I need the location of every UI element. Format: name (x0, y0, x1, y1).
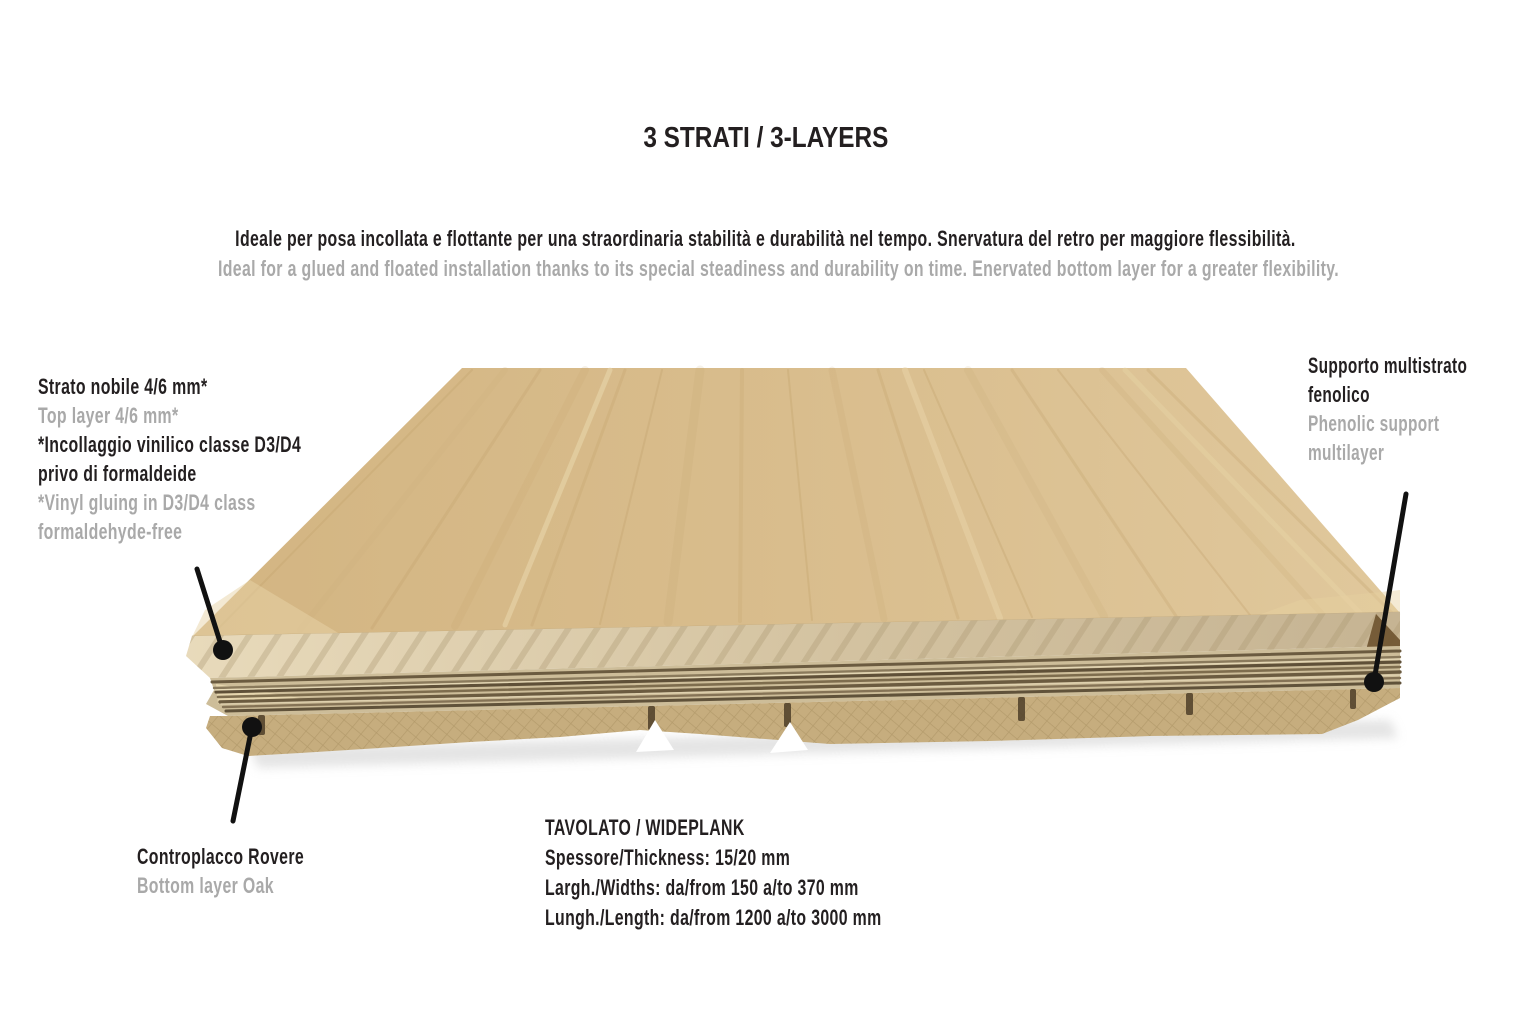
spec-heading: TAVOLATO / WIDEPLANK (545, 815, 745, 840)
label-top-layer-en-3: formaldehyde-free (38, 519, 183, 544)
label-top-layer (38, 372, 403, 546)
spec-thickness: Spessore/Thickness: 15/20 mm (545, 845, 791, 870)
label-bottom-layer (137, 842, 369, 900)
spec-widths: Largh./Widths: da/from 150 a/to 370 mm (545, 875, 859, 900)
intro-italian: Ideale per posa incollata e flottante per una straordinaria stabilità e durabilità nel tempo. Snervatura del retro per maggiore flessibilità. (235, 226, 1296, 251)
label-bottom-layer-it: Controplacco Rovere (137, 844, 305, 869)
label-top-layer-it-2: *Incollaggio vinilico classe D3/D4 (38, 432, 302, 457)
label-bottom-layer-en: Bottom layer Oak (137, 873, 274, 898)
intro-english: Ideal for a glued and floated installation thanks to its special steadiness and durability on time. Enervated bottom layer for a greater flexibility. (217, 256, 1340, 281)
label-support (1308, 351, 1531, 467)
label-top-layer-it-3: privo di formaldeide (38, 461, 197, 486)
page-title: 3 STRATI / 3-LAYERS (642, 122, 888, 154)
label-top-layer-en-2: *Vinyl gluing in D3/D4 class (38, 490, 256, 515)
label-support-en-2: multilayer (1308, 440, 1385, 465)
spec-lengths: Lungh./Length: da/from 1200 a/to 3000 mm (545, 905, 882, 930)
leader-dot-bottom-layer (242, 717, 262, 737)
spec-block (545, 813, 1012, 933)
label-support-en-1: Phenolic support (1308, 411, 1440, 436)
label-top-layer-en-1: Top layer 4/6 mm* (38, 403, 179, 428)
label-support-it-1: Supporto multistrato (1308, 353, 1468, 378)
leader-dot-support (1364, 672, 1384, 692)
label-support-it-2: fenolico (1308, 382, 1370, 407)
leader-dot-top-layer (213, 640, 233, 660)
label-top-layer-it-1: Strato nobile 4/6 mm* (38, 374, 208, 399)
